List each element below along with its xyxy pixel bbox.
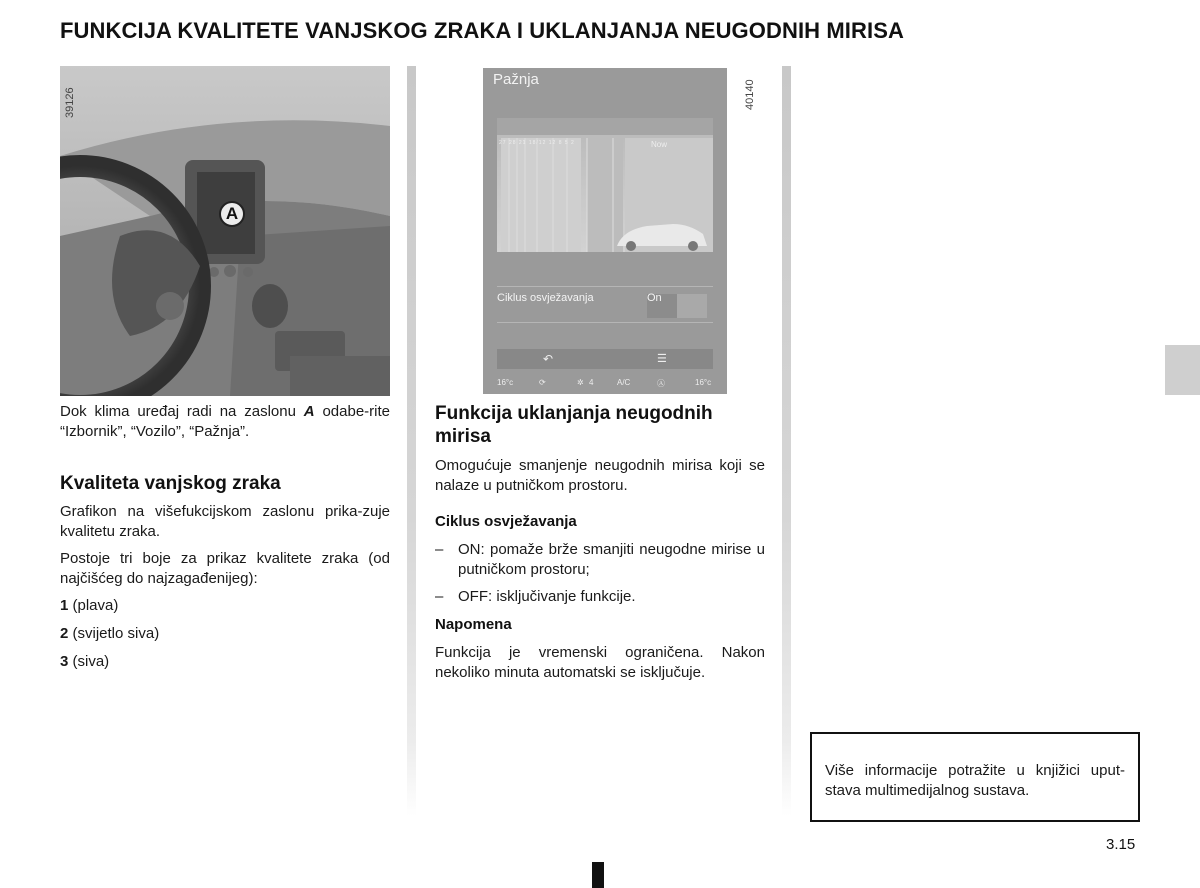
intro-marker: A	[303, 403, 315, 420]
fan-icon: ✲	[577, 378, 584, 387]
graph-ticks: 27 28 21 18/12 12 8 5 2	[499, 140, 575, 146]
auto-climate-icon: Ⓐ	[657, 379, 665, 388]
info-box	[810, 732, 1140, 822]
color-item-1: 1 (plava)	[60, 597, 119, 614]
back-arrow-icon: ↶	[543, 352, 554, 366]
multimedia-screen-image	[483, 68, 727, 394]
left-temperature: 16°c	[497, 378, 514, 387]
image-code-left: 39126	[64, 87, 76, 118]
note-paragraph: Funkcija je vremenski ograničena. Nakon nekoliko minuta automatski se isključuje.	[435, 644, 765, 681]
fan-speed: 4	[589, 378, 594, 387]
bullet-on: – ON: pomaže brže smanjiti neugodne mirise u putničkom prostoru;	[435, 541, 765, 578]
screen-title: Pažnja	[493, 71, 539, 88]
subheading-note: Napomena	[435, 616, 512, 633]
separator-line	[497, 286, 713, 287]
recirculation-icon: ⟳	[539, 378, 546, 387]
climate-status-bar	[483, 374, 727, 394]
color-item-3: 3 (siva)	[60, 653, 110, 670]
intro-paragraph: Dok klima uređaj radi na zaslonu A odabe-rite “Izbornik”, “Vozilo”, “Pažnja”.	[60, 403, 391, 440]
subheading-refresh-cycle: Ciklus osvježavanja	[435, 513, 577, 530]
column-divider-right	[782, 66, 791, 816]
page-edge-mark	[592, 862, 604, 888]
bullet-off: – OFF: isključivanje funkcije.	[435, 588, 636, 605]
cycle-label: Ciklus osvježavanja	[497, 292, 594, 304]
graph-header-bar	[497, 118, 713, 135]
heading-odour-removal: Funkcija uklanjanja neugodnih mirisa	[435, 403, 713, 447]
dashboard-photo	[60, 66, 390, 396]
column-divider-left	[407, 66, 416, 816]
marker-a-label: A	[225, 204, 239, 223]
page-number: 3.15	[1106, 836, 1136, 853]
ac-label: A/C	[617, 378, 631, 387]
image-code-right: 40140	[744, 79, 756, 110]
separator-line	[497, 322, 713, 323]
right-temperature: 16°c	[695, 378, 712, 387]
chapter-tab	[1165, 345, 1200, 395]
info-box-text: Više informacije potražite u knjižici uput-stava multimedijalnog sustava.	[825, 762, 1125, 799]
screen-button-bar	[497, 349, 713, 369]
odour-paragraph-1: Omogućuje smanjenje neugodnih mirisa koji se nalaze u putničkom prostoru.	[435, 457, 765, 494]
dashboard-illustration	[60, 66, 390, 396]
heading-air-quality: Kvaliteta vanjskog zraka	[60, 473, 281, 494]
cycle-toggle-value: On	[647, 292, 662, 304]
menu-list-icon: ☰	[657, 353, 667, 365]
air-quality-paragraph-1: Grafikon na višefukcijskom zaslonu prika-zuje kvalitetu zraka.	[60, 503, 390, 540]
page-title: FUNKCIJA KVALITETE VANJSKOG ZRAKA I UKLANJANJA NEUGODNIH MIRISA	[60, 18, 904, 43]
color-item-2: 2 (svijetlo siva)	[60, 625, 160, 642]
air-quality-graph	[497, 118, 713, 252]
graph-now-label: Now	[651, 140, 668, 149]
air-quality-bars	[497, 118, 713, 252]
air-quality-paragraph-2: Postoje tri boje za prikaz kvalitete zraka (od najčišćeg do najzagađenijeg):	[60, 550, 390, 587]
